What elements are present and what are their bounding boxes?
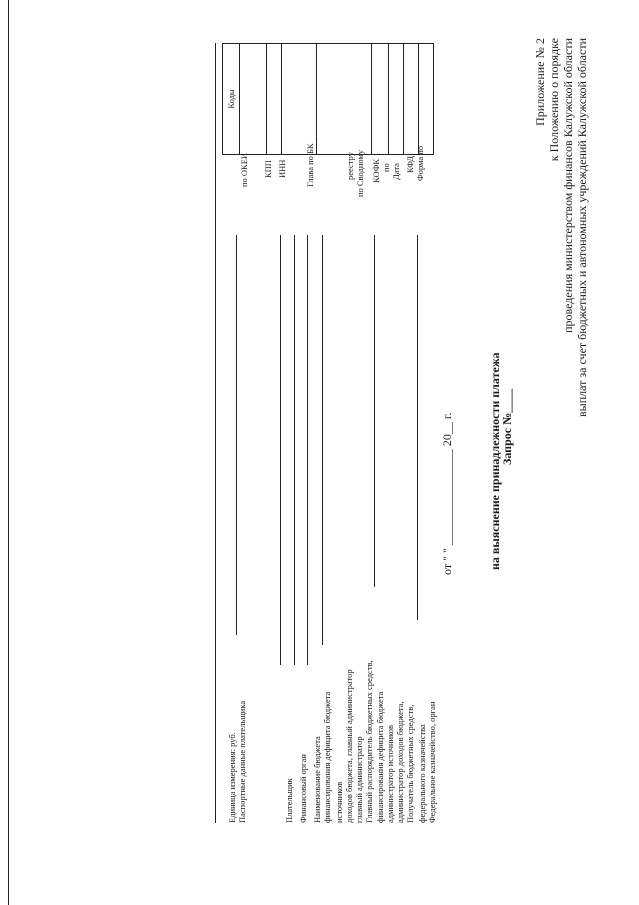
label-recipient: Получатель бюджетных средств, xyxy=(405,704,415,823)
label-kpp: КПП xyxy=(263,160,273,178)
label-inn: ИНН xyxy=(277,159,287,178)
label-okei: по ОКЕИ xyxy=(239,152,249,187)
code-cell-kfd xyxy=(240,44,267,155)
appendix-ref-3: выплат за счет бюджетных и автономных учреждений Калужской области xyxy=(575,38,589,417)
label-payer: Плательщик xyxy=(284,778,294,823)
appendix-ref-2: проведения министерством финансов Калужской области xyxy=(561,38,575,333)
field-line-chief-manager xyxy=(322,235,323,645)
label-fed-treasury-2: федерального казначейства xyxy=(417,724,427,823)
label-po: по xyxy=(381,163,391,172)
label-reestru: реестру xyxy=(345,152,355,180)
request-subject: на выяснение принадлежности платежа xyxy=(488,352,502,570)
label-po-svodnomu: по Сводному xyxy=(355,149,365,197)
label-chief-manager-4: источников xyxy=(334,781,344,823)
bottom-separator xyxy=(215,43,216,823)
label-form-po: Форма по xyxy=(415,145,425,181)
label-chief-manager: Главный распорядитель бюджетных средств, xyxy=(364,660,374,823)
label-chief-manager-2: главный администратор xyxy=(354,736,364,823)
code-cell-chapter-bk xyxy=(372,44,389,155)
code-cell-kpp xyxy=(404,44,419,155)
field-line-financial-body xyxy=(294,235,295,665)
label-chief-manager-5: финансирования дефицита бюджета xyxy=(322,691,332,823)
field-line-budget xyxy=(307,235,308,665)
field-line-passport xyxy=(236,235,237,635)
code-cell-okei xyxy=(419,44,434,155)
label-kfd: КФД xyxy=(405,155,415,173)
field-line-payer xyxy=(280,235,281,665)
page-edge-line xyxy=(8,0,9,905)
codes-header: Коды xyxy=(223,44,240,155)
appendix-number: Приложение № 2 xyxy=(533,38,547,126)
codes-table xyxy=(222,43,434,155)
label-chapter-bk: Глава по БК xyxy=(305,143,315,187)
label-chief-manager-3: доходов бюджета, главный администратор xyxy=(344,669,354,823)
label-budget-name: Наименование бюджета xyxy=(312,736,322,823)
label-fed-treasury: Федеральное казначейство, орган xyxy=(427,701,437,823)
label-kofk: КОФК xyxy=(371,158,381,183)
code-cell-kofk xyxy=(282,44,317,155)
label-financial-body: Финансовый орган xyxy=(298,754,308,823)
field-line-treasury xyxy=(417,235,418,620)
label-unit: Единица измерения: руб. xyxy=(227,732,237,823)
request-title: Запрос №____ xyxy=(500,388,514,465)
label-recipient-4: финансирования дефицита бюджета xyxy=(375,691,385,823)
appendix-ref: к Положению о порядке xyxy=(547,38,561,162)
code-cell-date xyxy=(267,44,282,155)
request-date: от " " ________________ 20__ г. xyxy=(440,412,454,575)
code-cell-inn xyxy=(389,44,404,155)
label-recipient-3: администратор источников xyxy=(385,724,395,823)
code-cell-registry xyxy=(317,44,372,155)
field-line-recipient xyxy=(374,235,375,587)
label-passport: Паспортные данные плательщика xyxy=(237,700,247,823)
label-recipient-2: администратор доходов бюджета, xyxy=(395,701,405,823)
label-date: Дата xyxy=(391,163,401,180)
